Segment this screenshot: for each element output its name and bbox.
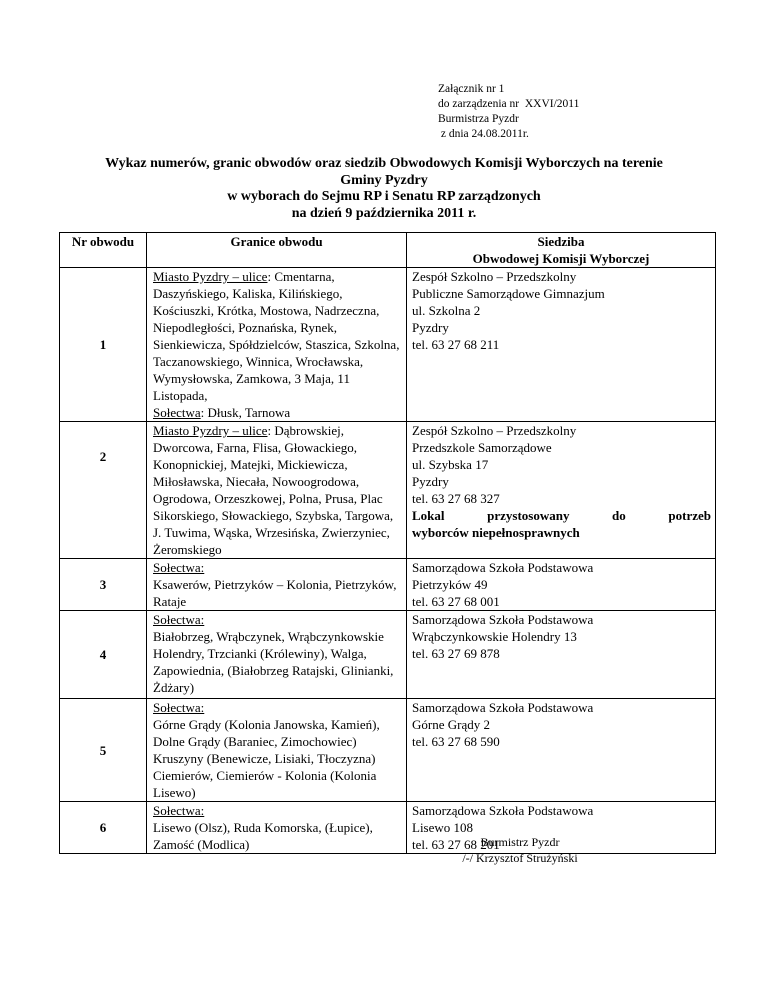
district-number: 1 (60, 268, 147, 422)
seat-line: Wrąbczynkowskie Holendry 13 (412, 629, 577, 644)
seat-line: Samorządowa Szkoła Podstawowa (412, 803, 594, 818)
seat-line: tel. 63 27 68 327 (412, 491, 500, 506)
seat-line: ul. Szybska 17 (412, 457, 489, 472)
district-boundaries (147, 268, 407, 422)
accessibility-note: wyborców niepełnosprawnych (412, 525, 580, 540)
header-granice: Granice obwodu (147, 233, 407, 268)
boundary-text: Ksawerów, Pietrzyków – Kolonia, Pietrzyków, Rataje (153, 577, 397, 609)
seat-line: Samorządowa Szkoła Podstawowa (412, 612, 594, 627)
title-line: Gminy Pyzdry (340, 172, 428, 188)
boundary-text: Lisewo (Olsz), Ruda Komorska, (Łupice), Zamość (Modlica) (153, 820, 373, 852)
district-boundaries (147, 611, 407, 699)
attachment-line: do zarządzenia nr XXVI/2011 (438, 98, 580, 110)
seat-line: Zespół Szkolno – Przedszkolny (412, 423, 577, 438)
header-siedziba (407, 233, 716, 268)
boundary-label: Sołectwa: (153, 803, 205, 818)
attachment-note (438, 82, 579, 142)
district-number: 4 (60, 611, 147, 699)
attachment-line: Załącznik nr 1 (438, 83, 505, 95)
district-boundaries (147, 559, 407, 611)
table-row (60, 422, 716, 559)
seat-line: Górne Grądy 2 (412, 717, 490, 732)
boundary-label: Sołectwa: (153, 700, 205, 715)
seat-line: tel. 63 27 68 590 (412, 734, 500, 749)
header-siedziba-line: Siedziba (537, 234, 585, 249)
district-boundaries (147, 699, 407, 802)
seat-line: Samorządowa Szkoła Podstawowa (412, 700, 594, 715)
seat-line: tel. 63 27 68 201 (412, 837, 500, 852)
district-boundaries (147, 802, 407, 854)
table-row (60, 802, 716, 854)
commission-seat (407, 611, 716, 699)
seat-line: tel. 63 27 68 001 (412, 594, 500, 609)
district-number: 6 (60, 802, 147, 854)
seat-line: Publiczne Samorządowe Gimnazjum (412, 286, 605, 301)
districts-table (59, 232, 716, 854)
seat-line: Pietrzyków 49 (412, 577, 488, 592)
commission-seat (407, 699, 716, 802)
district-number: 3 (60, 559, 147, 611)
district-number: 2 (60, 422, 147, 559)
title-line: Wykaz numerów, granic obwodów oraz siedzib Obwodowych Komisji Wyborczych na terenie (105, 156, 663, 171)
seat-line: Samorządowa Szkoła Podstawowa (412, 560, 594, 575)
seat-line: Pyzdry (412, 474, 449, 489)
accessibility-note: Lokal przystosowany do potrzeb (412, 508, 711, 523)
document-title (40, 156, 728, 222)
seat-line: Zespół Szkolno – Przedszkolny (412, 269, 577, 284)
title-line: w wyborach do Sejmu RP i Senatu RP zarządzonych (227, 189, 541, 204)
header-siedziba-line: Obwodowej Komisji Wyborczej (472, 251, 650, 266)
table-header-row (60, 233, 716, 268)
attachment-line: z dnia 24.08.2011r. (438, 128, 529, 140)
table-row (60, 268, 716, 422)
boundary-text: Białobrzeg, Wrąbczynek, Wrąbczynkowskie Holendry, Trzcianki (Królewiny), Walga, Zapowiednia, (Białobrzeg Ratajski, Glinianki, Żdżary) (153, 629, 394, 695)
commission-seat (407, 559, 716, 611)
boundary-label: Miasto Pyzdry – ulice (153, 423, 268, 438)
seat-line: Lisewo 108 (412, 820, 474, 835)
boundary-text: : Cmentarna, Daszyńskiego, Kaliska, Kilińskiego, Kościuszki, Krótka, Mostowa, Nadrzeczna, Niepodległości, Poznańska, Rynek, Sienkiewicza, Spółdzielców, Staszica, Szkolna, Taczanowskiego, Winnica, Wrocławska, Wymysłowska, Zamkowa, 3 Maja, 11 Listopada, (153, 269, 400, 403)
boundary-label: Sołectwa: (153, 612, 205, 627)
table-row (60, 611, 716, 699)
table-row (60, 559, 716, 611)
header-nr: Nr obwodu (60, 233, 147, 268)
boundary-label: Sołectwa (153, 405, 201, 420)
signature-title: Burmistrz Pyzdr (480, 835, 560, 849)
boundary-label: Miasto Pyzdry – ulice (153, 269, 268, 284)
signature-block (430, 834, 610, 866)
seat-line: tel. 63 27 68 211 (412, 337, 500, 352)
boundary-text: : Dłusk, Tarnowa (200, 405, 291, 420)
seat-line: ul. Szkolna 2 (412, 303, 481, 318)
boundary-text: Górne Grądy (Kolonia Janowska, Kamień), Dolne Grądy (Baraniec, Zimochowiec) Kruszyny (Benewicze, Lisiaki, Tłoczyzna) Ciemierów, Ciemierów - Kolonia (Kolonia Lisewo) (153, 717, 380, 800)
commission-seat (407, 268, 716, 422)
district-boundaries (147, 422, 407, 559)
attachment-line: Burmistrza Pyzdr (438, 113, 519, 125)
boundary-text: : Dąbrowskiej, Dworcowa, Farna, Flisa, Głowackiego, Konopnickiej, Matejki, Mickiewicza, Miłosławska, Niecała, Nowoogrodowa, Ogrodowa, Orzeszkowej, Polna, Prusa, Plac Sikorskiego, Słowackiego, Szybska, Targowa, J. Tuwima, Wąska, Wrzesińska, Zwierzyniec, Żeromskiego (153, 423, 394, 557)
signature-name: /-/ Krzysztof Strużyński (462, 851, 578, 865)
title-line: na dzień 9 października 2011 r. (291, 205, 477, 221)
seat-line: Pyzdry (412, 320, 449, 335)
commission-seat (407, 422, 716, 559)
table-row (60, 699, 716, 802)
seat-line: tel. 63 27 69 878 (412, 646, 500, 661)
district-number: 5 (60, 699, 147, 802)
seat-line: Przedszkole Samorządowe (412, 440, 552, 455)
boundary-label: Sołectwa: (153, 560, 205, 575)
